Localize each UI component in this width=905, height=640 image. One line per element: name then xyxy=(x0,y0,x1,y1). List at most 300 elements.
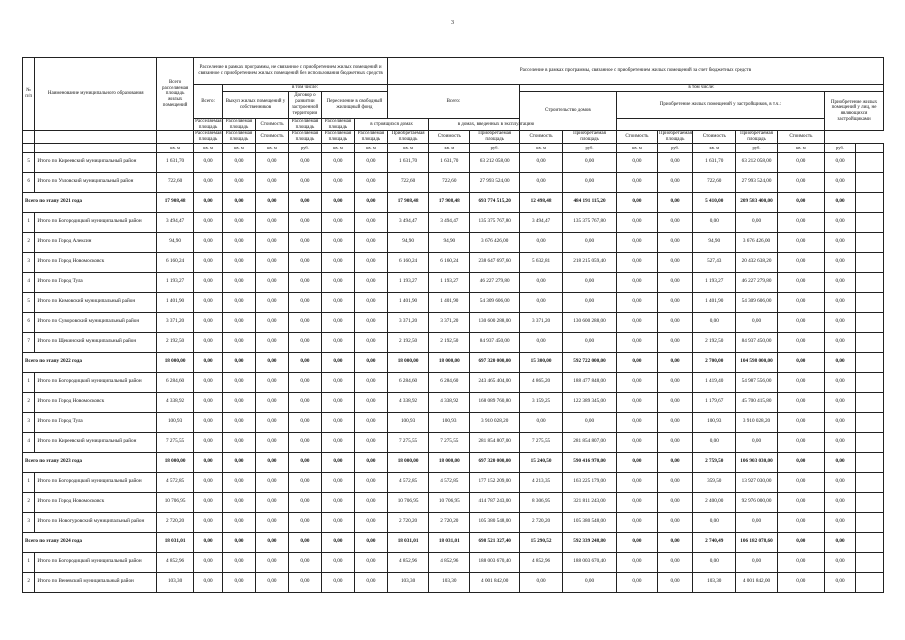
row-value: 63 212 058,00 xyxy=(736,152,777,172)
row-name: Всего по этапу 2021 года xyxy=(23,192,157,212)
row-value: 722,60 xyxy=(429,172,470,192)
row-value: 698 521 327,40 xyxy=(470,532,519,552)
row-value: 0,00 xyxy=(563,292,617,312)
row-value: 10 706,95 xyxy=(387,492,428,512)
row-value: 0,00 xyxy=(658,372,693,392)
row-name: Итого по Богородицкий муниципальный район xyxy=(35,472,157,492)
row-value: 0,00 xyxy=(194,532,223,552)
row-value: 0,00 xyxy=(825,532,856,552)
row-value: 6 160,24 xyxy=(387,252,428,272)
row-value: 100,93 xyxy=(387,412,428,432)
row-value: 3 494,47 xyxy=(429,212,470,232)
row-value: 1 193,27 xyxy=(429,272,470,292)
row-value: 18 031,01 xyxy=(429,532,470,552)
row-name: Итого по Богородицкий муниципальный район xyxy=(35,212,157,232)
table-row xyxy=(23,412,884,432)
row-value xyxy=(855,552,883,572)
row-value: 3 371,20 xyxy=(387,312,428,332)
row-value: 0,00 xyxy=(354,372,387,392)
row-value: 0,00 xyxy=(825,492,856,512)
row-value: 0,00 xyxy=(288,312,321,332)
row-value: 2 192,50 xyxy=(387,332,428,352)
row-value: 0,00 xyxy=(222,492,255,512)
row-value: 188 003 670,40 xyxy=(470,552,519,572)
row-value: 0,00 xyxy=(658,572,693,592)
row-number: 1 xyxy=(23,472,35,492)
row-value: 218 215 059,40 xyxy=(563,252,617,272)
row-value: 1 631,70 xyxy=(429,152,470,172)
row-value: 0,00 xyxy=(222,152,255,172)
row-value: 0,00 xyxy=(616,392,657,412)
row-value: 0,00 xyxy=(321,352,354,372)
table-header xyxy=(23,58,884,153)
table-row xyxy=(23,432,884,452)
h-settled-area: Расселяемая площадь xyxy=(288,118,321,131)
h-cost: Стоимость xyxy=(519,131,562,144)
row-value: 0,00 xyxy=(194,552,223,572)
row-value: 0,00 xyxy=(321,312,354,332)
row-value: 1 193,27 xyxy=(693,272,736,292)
row-value: 0,00 xyxy=(616,552,657,572)
row-value: 0,00 xyxy=(194,412,223,432)
row-name: Итого по Новогуровский муниципальный район xyxy=(35,512,157,532)
unit-cell xyxy=(855,143,883,152)
row-value: 0,00 xyxy=(321,152,354,172)
row-value: 0,00 xyxy=(354,532,387,552)
row-value: 0,00 xyxy=(616,412,657,432)
unit-cell: руб. xyxy=(658,143,693,152)
row-value: 0,00 xyxy=(354,272,387,292)
units-row xyxy=(23,143,884,152)
row-value: 0,00 xyxy=(658,212,693,232)
row-name: Итого по Киреевский муниципальный район xyxy=(35,152,157,172)
g2-incl: в том числе: xyxy=(519,85,883,92)
row-value: 3 676 426,00 xyxy=(470,232,519,252)
row-value: 0,00 xyxy=(222,252,255,272)
row-value xyxy=(855,372,883,392)
h-settled-area: Расселяемая площадь xyxy=(195,118,222,130)
row-value: 0,00 xyxy=(288,232,321,252)
row-value: 0,00 xyxy=(288,432,321,452)
row-value: 722,60 xyxy=(693,172,736,192)
row-value: 0,00 xyxy=(288,152,321,172)
row-value: 0,00 xyxy=(616,532,657,552)
row-value: 0,00 xyxy=(354,392,387,412)
row-value: 7 275,55 xyxy=(387,432,428,452)
row-value: 13 927 030,00 xyxy=(736,472,777,492)
row-value: 54 987 556,00 xyxy=(736,372,777,392)
row-value: 0,00 xyxy=(255,492,288,512)
row-value xyxy=(855,512,883,532)
row-name: Итого по Город Новомосковск xyxy=(35,492,157,512)
row-value: 359,50 xyxy=(693,472,736,492)
row-name: Итого по Щекинский муниципальный район xyxy=(35,332,157,352)
row-value: 0,00 xyxy=(222,472,255,492)
row-number: 1 xyxy=(23,552,35,572)
table-body xyxy=(23,152,884,592)
row-value xyxy=(855,352,883,372)
row-number: 7 xyxy=(23,332,35,352)
row-value: 105 380 548,00 xyxy=(563,512,617,532)
row-name: Итого по Веневский муниципальный район xyxy=(35,572,157,592)
row-value: 4 338,92 xyxy=(387,392,428,412)
row-value: 0,00 xyxy=(321,252,354,272)
h-acquired-area: Приобретаемая площадь xyxy=(736,131,777,144)
row-value: 4 572,85 xyxy=(157,472,194,492)
row-value: 0,00 xyxy=(563,152,617,172)
row-value: 0,00 xyxy=(255,532,288,552)
row-value: 6 284,60 xyxy=(429,372,470,392)
table-row xyxy=(23,492,884,512)
row-value: 103,30 xyxy=(387,572,428,592)
row-value: 0,00 xyxy=(354,192,387,212)
row-value: 0,00 xyxy=(321,572,354,592)
row-number: 3 xyxy=(23,252,35,272)
row-value: 0,00 xyxy=(825,252,856,272)
row-value: 0,00 xyxy=(519,412,562,432)
row-value: 0,00 xyxy=(222,452,255,472)
g1-own: Выкуп жилых помещений у собственников xyxy=(222,91,288,118)
row-value: 3 371,20 xyxy=(519,312,562,332)
unit-cell: кв. м xyxy=(777,143,824,152)
h-settled-area: Расселяемая площадь xyxy=(195,131,222,142)
row-value xyxy=(855,452,883,472)
row-value: 0,00 xyxy=(563,272,617,292)
row-value: 0,00 xyxy=(693,212,736,232)
row-value: 135 375 767,80 xyxy=(470,212,519,232)
row-value: 0,00 xyxy=(658,232,693,252)
row-value: 484 191 115,20 xyxy=(563,192,617,212)
row-value: 3 371,20 xyxy=(157,312,194,332)
row-value: 0,00 xyxy=(777,292,824,312)
row-value: 0,00 xyxy=(194,372,223,392)
row-value: 0,00 xyxy=(321,552,354,572)
row-value: 168 089 760,80 xyxy=(470,392,519,412)
row-value: 5 632,81 xyxy=(519,252,562,272)
row-value: 0,00 xyxy=(354,492,387,512)
table-row xyxy=(23,212,884,232)
table-row xyxy=(23,152,884,172)
row-value: 15 240,50 xyxy=(519,452,562,472)
table-row xyxy=(23,252,884,272)
row-value: 0,00 xyxy=(658,552,693,572)
row-value: 209 583 400,00 xyxy=(736,192,777,212)
row-number: 6 xyxy=(23,312,35,332)
row-value xyxy=(855,532,883,552)
row-value xyxy=(855,252,883,272)
row-value: 0,00 xyxy=(194,392,223,412)
row-value: 0,00 xyxy=(321,372,354,392)
row-number: 5 xyxy=(23,152,35,172)
row-value: 4 001 842,00 xyxy=(736,572,777,592)
row-value: 0,00 xyxy=(255,332,288,352)
row-value: 0,00 xyxy=(777,472,824,492)
row-value: 2 720,20 xyxy=(519,512,562,532)
row-value: 0,00 xyxy=(255,512,288,532)
row-value: 7 275,55 xyxy=(429,432,470,452)
row-value: 0,00 xyxy=(288,172,321,192)
row-value: 0,00 xyxy=(222,572,255,592)
row-value: 0,00 xyxy=(519,292,562,312)
row-value: 1 179,67 xyxy=(693,392,736,412)
row-value: 8 306,95 xyxy=(519,492,562,512)
row-value: 0,00 xyxy=(222,352,255,372)
row-value: 0,00 xyxy=(255,412,288,432)
row-value xyxy=(855,332,883,352)
row-value: 100,93 xyxy=(157,412,194,432)
row-value: 0,00 xyxy=(194,212,223,232)
h-cost: Стоимость xyxy=(429,131,470,144)
row-value: 2 720,20 xyxy=(157,512,194,532)
row-value: 0,00 xyxy=(194,232,223,252)
row-value: 0,00 xyxy=(222,272,255,292)
row-value: 0,00 xyxy=(658,472,693,492)
row-value: 527,43 xyxy=(693,252,736,272)
row-value: 0,00 xyxy=(736,212,777,232)
row-value: 4 852,96 xyxy=(157,552,194,572)
row-value xyxy=(855,212,883,232)
row-value: 0,00 xyxy=(658,512,693,532)
row-value: 17 908,48 xyxy=(429,192,470,212)
row-number: 2 xyxy=(23,232,35,252)
unit-cell: кв. м xyxy=(616,143,657,152)
row-name: Итого по Город Тула xyxy=(35,272,157,292)
table-row xyxy=(23,472,884,492)
unit-cell: руб. xyxy=(736,143,777,152)
row-value: 0,00 xyxy=(354,412,387,432)
row-value: 4 338,92 xyxy=(429,392,470,412)
row-value: 0,00 xyxy=(616,432,657,452)
row-value: 18 000,00 xyxy=(387,352,428,372)
unit-cell: кв. м xyxy=(255,143,288,152)
row-value: 0,00 xyxy=(616,572,657,592)
row-value: 697 320 000,00 xyxy=(470,452,519,472)
row-value: 0,00 xyxy=(255,452,288,472)
row-value: 20 432 638,20 xyxy=(736,252,777,272)
row-value: 0,00 xyxy=(194,172,223,192)
row-value: 4 572,85 xyxy=(429,472,470,492)
row-value: 0,00 xyxy=(288,252,321,272)
row-name: Итого по Город Тула xyxy=(35,412,157,432)
row-value: 0,00 xyxy=(825,452,856,472)
row-value: 18 031,01 xyxy=(387,532,428,552)
row-value: 0,00 xyxy=(194,472,223,492)
h-acquired-area: Приобретаемая площадь xyxy=(387,131,428,144)
table-row xyxy=(23,512,884,532)
row-value: 6 160,24 xyxy=(157,252,194,272)
row-value: 17 908,48 xyxy=(387,192,428,212)
row-value: 0,00 xyxy=(321,192,354,212)
row-value: 1 193,27 xyxy=(387,272,428,292)
stage-total-row xyxy=(23,192,884,212)
row-value: 1 401,90 xyxy=(157,292,194,312)
row-value: 0,00 xyxy=(777,192,824,212)
row-value: 0,00 xyxy=(321,272,354,292)
row-number: 5 xyxy=(23,292,35,312)
row-value: 0,00 xyxy=(777,432,824,452)
row-value: 2 720,20 xyxy=(387,512,428,532)
row-name: Всего по этапу 2024 года xyxy=(23,532,157,552)
row-value: 0,00 xyxy=(616,232,657,252)
row-value: 106 182 078,60 xyxy=(736,532,777,552)
row-value: 177 152 209,00 xyxy=(470,472,519,492)
row-value: 0,00 xyxy=(519,332,562,352)
row-value: 0,00 xyxy=(321,392,354,412)
row-value: 10 706,95 xyxy=(429,492,470,512)
row-value: 0,00 xyxy=(194,332,223,352)
row-name: Итого по Узловский муниципальный район xyxy=(35,172,157,192)
g2-total: Всего: xyxy=(387,85,519,119)
row-value: 0,00 xyxy=(825,272,856,292)
row-value: 103,30 xyxy=(429,572,470,592)
row-value: 0,00 xyxy=(354,232,387,252)
row-value: 0,00 xyxy=(616,192,657,212)
row-value: 0,00 xyxy=(658,292,693,312)
row-value: 0,00 xyxy=(288,392,321,412)
h-buy-dev-ready: в домах, введенных в эксплуатацию xyxy=(429,118,563,131)
row-value: 4 852,96 xyxy=(429,552,470,572)
row-value: 7 275,55 xyxy=(157,432,194,452)
row-value: 0,00 xyxy=(255,392,288,412)
row-value: 0,00 xyxy=(616,332,657,352)
row-value: 0,00 xyxy=(222,212,255,232)
row-value: 0,00 xyxy=(321,412,354,432)
row-value: 0,00 xyxy=(616,372,657,392)
row-number: 4 xyxy=(23,272,35,292)
unit-cell: кв. м xyxy=(519,143,562,152)
stage-total-row xyxy=(23,532,884,552)
row-value: 0,00 xyxy=(288,552,321,572)
row-value: 722,60 xyxy=(387,172,428,192)
row-value xyxy=(855,432,883,452)
row-value: 0,00 xyxy=(825,192,856,212)
row-value: 0,00 xyxy=(825,412,856,432)
row-value: 0,00 xyxy=(255,572,288,592)
row-value xyxy=(855,232,883,252)
row-value: 0,00 xyxy=(354,432,387,452)
unit-cell: кв. м xyxy=(157,143,194,152)
h-acquired-area: Приобретаемая площадь xyxy=(659,131,692,142)
stage-total-row xyxy=(23,452,884,472)
h-settled-area: Расселяемая площадь xyxy=(288,131,321,144)
row-value xyxy=(855,192,883,212)
row-value: 0,00 xyxy=(222,292,255,312)
row-number: 6 xyxy=(23,172,35,192)
row-value: 0,00 xyxy=(658,252,693,272)
row-value: 0,00 xyxy=(736,552,777,572)
h-settled-area: Расселяемая площадь xyxy=(321,131,354,144)
row-value: 0,00 xyxy=(616,272,657,292)
row-value: 0,00 xyxy=(354,472,387,492)
row-name: Итого по Суворовский муниципальный район xyxy=(35,312,157,332)
table-row xyxy=(23,272,884,292)
row-value xyxy=(855,292,883,312)
row-value: 0,00 xyxy=(222,412,255,432)
row-value: 0,00 xyxy=(777,232,824,252)
row-value: 0,00 xyxy=(288,472,321,492)
row-value: 0,00 xyxy=(321,212,354,232)
row-value xyxy=(855,572,883,592)
row-name: Итого по Город Новомосковск xyxy=(35,252,157,272)
row-value: 0,00 xyxy=(777,572,824,592)
row-value: 0,00 xyxy=(777,492,824,512)
row-value: 103,30 xyxy=(693,572,736,592)
row-value: 693 774 515,20 xyxy=(470,192,519,212)
row-value xyxy=(855,312,883,332)
row-value: 0,00 xyxy=(194,432,223,452)
group1-header: Расселение в рамках программы, не связанное с приобретением жилых помещений и связанное с приобретением жилых помещений без использования бюджетных средств xyxy=(194,58,388,85)
g1-contract: Договор о развитии застроенной территории xyxy=(288,91,321,118)
row-value: 0,00 xyxy=(255,372,288,392)
row-value: 0,00 xyxy=(825,292,856,312)
row-value: 0,00 xyxy=(288,352,321,372)
row-value: 2 700,00 xyxy=(693,352,736,372)
row-value: 0,00 xyxy=(222,172,255,192)
row-number: 2 xyxy=(23,392,35,412)
row-value: 0,00 xyxy=(825,352,856,372)
row-value xyxy=(855,492,883,512)
row-value: 0,00 xyxy=(563,232,617,252)
row-value: 0,00 xyxy=(658,432,693,452)
row-value: 3 676 426,00 xyxy=(736,232,777,252)
row-value: 0,00 xyxy=(255,252,288,272)
table-row xyxy=(23,552,884,572)
row-value: 0,00 xyxy=(825,312,856,332)
row-value: 27 993 524,00 xyxy=(736,172,777,192)
row-value: 0,00 xyxy=(616,512,657,532)
row-value: 0,00 xyxy=(777,312,824,332)
h-cost: Стоимость xyxy=(777,131,824,144)
row-value: 697 320 000,00 xyxy=(470,352,519,372)
row-value: 46 227 279,80 xyxy=(470,272,519,292)
h-settled-area: Расселяемая площадь xyxy=(321,118,354,131)
row-value: 0,00 xyxy=(354,152,387,172)
row-value: 0,00 xyxy=(255,152,288,172)
row-value: 2 400,00 xyxy=(693,492,736,512)
row-name: Итого по Богородицкий муниципальный район xyxy=(35,372,157,392)
row-value: 3 494,47 xyxy=(387,212,428,232)
row-value: 10 706,95 xyxy=(157,492,194,512)
row-value: 0,00 xyxy=(222,192,255,212)
row-value: 0,00 xyxy=(288,452,321,472)
row-value: 0,00 xyxy=(321,172,354,192)
row-value: 3 494,47 xyxy=(519,212,562,232)
row-value: 3 910 028,20 xyxy=(470,412,519,432)
h-settled-area: Расселяемая площадь xyxy=(354,131,387,144)
row-value: 0,00 xyxy=(777,532,824,552)
row-value: 54 309 606,00 xyxy=(470,292,519,312)
unit-cell: кв. м xyxy=(387,143,428,152)
row-value: 94,90 xyxy=(387,232,428,252)
row-value: 0,00 xyxy=(825,152,856,172)
row-value: 0,00 xyxy=(658,152,693,172)
row-value: 0,00 xyxy=(777,212,824,232)
row-value: 281 854 807,00 xyxy=(563,432,617,452)
row-value: 0,00 xyxy=(288,292,321,312)
row-value: 0,00 xyxy=(658,172,693,192)
row-number: 2 xyxy=(23,572,35,592)
row-value: 590 416 970,00 xyxy=(563,452,617,472)
row-value: 0,00 xyxy=(777,552,824,572)
row-value: 18 000,00 xyxy=(157,352,194,372)
row-value: 4 213,35 xyxy=(519,472,562,492)
row-value: 0,00 xyxy=(825,212,856,232)
g1-incl: в том числе: xyxy=(222,85,387,92)
row-value: 0,00 xyxy=(255,192,288,212)
row-value: 0,00 xyxy=(222,432,255,452)
row-value: 0,00 xyxy=(519,272,562,292)
resettlement-table xyxy=(22,57,884,593)
